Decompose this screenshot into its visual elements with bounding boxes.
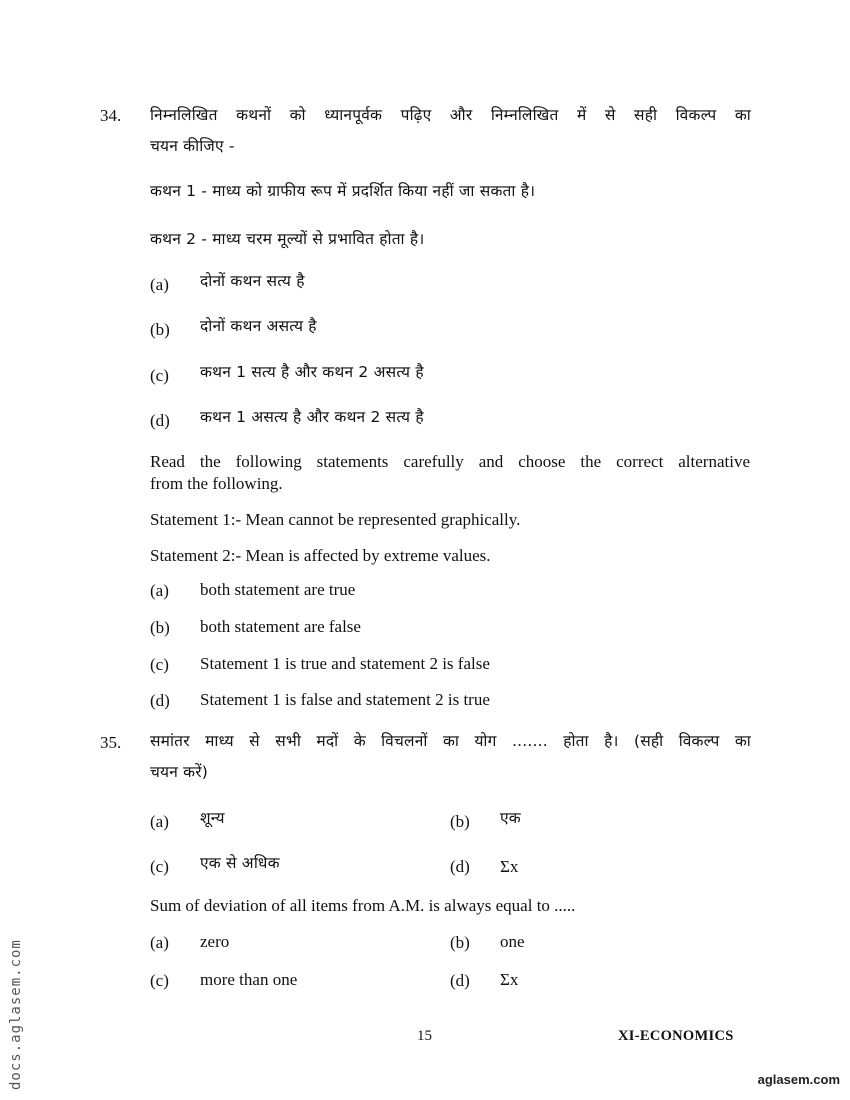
option-text: both statement are true [200,580,356,599]
option-text: कथन 1 सत्य है और कथन 2 असत्य है [200,363,424,381]
page-number: 15 [417,1028,432,1044]
statement-1-english: Statement 1:- Mean cannot be represented graphically. [150,510,521,529]
option-label: (d) [150,411,170,430]
question-text-hindi-cont: चयन करें) [150,763,209,781]
option-text: एक से अधिक [200,854,280,872]
option-label: (d) [150,691,170,710]
option-label: (a) [150,275,169,294]
option-text: शून्य [200,809,225,827]
question-text-english-cont: from the following. [150,474,283,493]
side-watermark: docs.aglasem.com [8,939,24,1090]
statement-2-english: Statement 2:- Mean is affected by extreme values. [150,546,491,565]
option-text: Σx [500,970,519,989]
question-text-english: Read the following statements carefully and choose the correct alternative [150,452,750,471]
option-text: Statement 1 is false and statement 2 is true [200,690,490,709]
corner-watermark[interactable]: aglasem.com [757,1072,840,1087]
statement-1-hindi: कथन 1 - माध्य को ग्राफीय रूप में प्रदर्शित किया नहीं जा सकता है। [150,182,536,200]
option-text: कथन 1 असत्य है और कथन 2 सत्य है [200,408,424,426]
question-text-hindi: समांतर माध्य से सभी मदों के विचलनों का योग ....... होता है। (सही विकल्प का [150,732,751,750]
statement-2-hindi: कथन 2 - माध्य चरम मूल्यों से प्रभावित होता है। [150,230,425,248]
option-label: (b) [150,320,170,339]
option-label: (a) [150,933,169,952]
option-label: (c) [150,366,169,385]
option-label: (b) [450,933,470,952]
option-label: (d) [450,857,470,876]
option-label: (a) [150,812,169,831]
question-number: 35. [100,733,122,752]
option-text: दोनों कथन असत्य है [200,317,317,335]
question-text-hindi: निम्नलिखित कथनों को ध्यानपूर्वक पढ़िए और निम्नलिखित में से सही विकल्प का [150,106,751,124]
question-text-hindi-cont: चयन कीजिए - [150,137,235,155]
option-label: (b) [150,618,170,637]
option-text: Statement 1 is true and statement 2 is false [200,654,490,673]
option-label: (c) [150,655,169,674]
option-label: (c) [150,971,169,990]
option-text: एक [500,809,521,827]
option-text: both statement are false [200,617,361,636]
option-label: (d) [450,971,470,990]
question-text-english: Sum of deviation of all items from A.M. is always equal to ..... [150,896,576,915]
option-text: दोनों कथन सत्य है [200,272,305,290]
option-text: one [500,932,525,951]
question-number: 34. [100,106,122,125]
option-label: (a) [150,581,169,600]
option-text: more than one [200,970,298,989]
option-text: zero [200,932,230,951]
option-label: (c) [150,857,169,876]
subject-code: XI-ECONOMICS [618,1028,734,1044]
option-text: Σx [500,857,519,876]
option-label: (b) [450,812,470,831]
